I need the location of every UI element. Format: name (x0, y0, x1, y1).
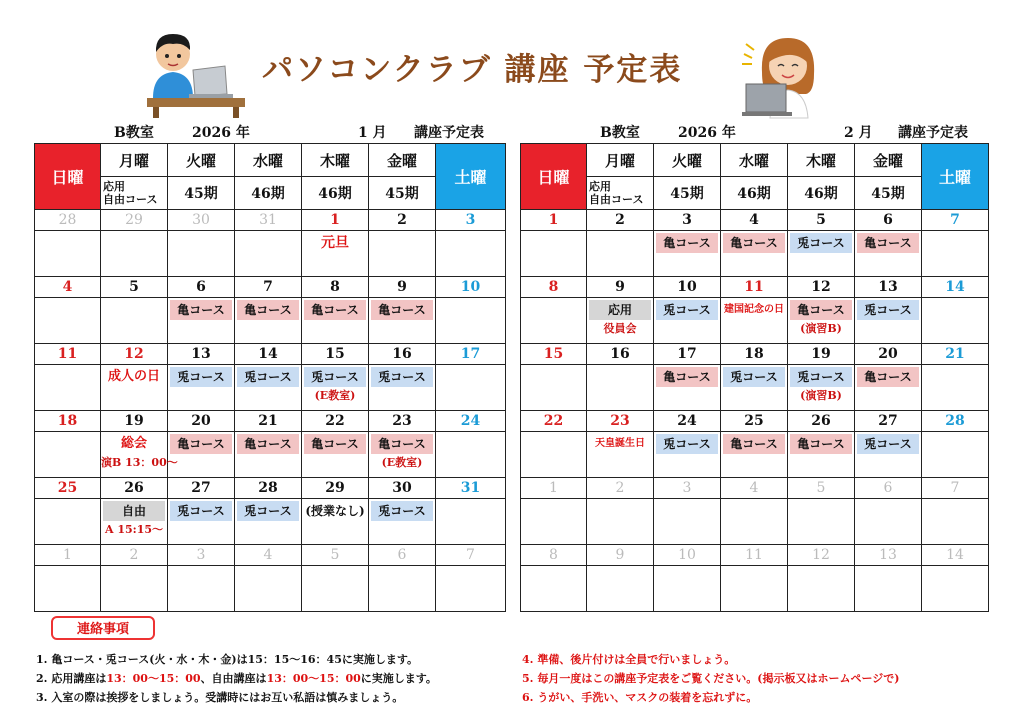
usagi-course-badge: 兎コース (170, 367, 232, 387)
february-date-number: 10 (654, 277, 721, 298)
january-date-number: 20 (168, 411, 235, 432)
january-day-cell[interactable] (235, 566, 302, 612)
usagi-course-badge: 兎コース (656, 434, 718, 454)
february-day-cell[interactable] (587, 365, 654, 411)
february-day-cell[interactable] (788, 365, 855, 411)
february-date-number: 8 (521, 277, 587, 298)
january-day-cell[interactable] (35, 499, 101, 545)
kame-course-badge: 亀コース (237, 434, 299, 454)
january-date-number: 2 (369, 210, 436, 231)
february-day-cell[interactable] (788, 432, 855, 478)
event-label: 総会 (120, 436, 147, 451)
january-weekday-header: 火曜 (168, 144, 235, 177)
january-day-cell[interactable] (101, 432, 178, 478)
january-day-cell[interactable] (369, 298, 436, 344)
note-6: 6. うがい、手洗い、マスクの装着を忘れずに。 (522, 691, 758, 704)
february-date-number: 10 (654, 545, 721, 566)
kame-course-badge: 亀コース (304, 434, 366, 454)
january-weekday-header: 月曜 (101, 144, 168, 177)
event-label: 成人の日 (107, 369, 160, 384)
february-date-number: 5 (788, 478, 855, 499)
january-class-info (101, 177, 168, 210)
january-class-info: 46期 (302, 177, 369, 210)
february-day-cell[interactable] (922, 566, 989, 612)
february-date-number: 14 (922, 277, 989, 298)
february-date-number: 9 (587, 545, 654, 566)
february-date-number: 3 (654, 210, 721, 231)
january-date-number: 28 (35, 210, 101, 231)
february-day-cell[interactable] (721, 231, 788, 277)
february-day-cell[interactable] (922, 365, 989, 411)
usagi-course-badge: 兎コース (371, 367, 433, 387)
january-room: B教室 (114, 125, 154, 141)
february-date-number: 24 (654, 411, 721, 432)
february-day-cell[interactable] (654, 298, 721, 344)
february-date-number: 19 (788, 344, 855, 365)
january-class-info: 46期 (235, 177, 302, 210)
february-date-number: 13 (855, 545, 922, 566)
january-date-number: 13 (168, 344, 235, 365)
february-day-cell[interactable] (922, 298, 989, 344)
page-title: パソコンクラブ 講座 予定表 (262, 52, 683, 88)
january-day-cell[interactable] (101, 499, 168, 545)
february-day-cell[interactable] (721, 432, 788, 478)
january-day-cell[interactable] (101, 365, 168, 411)
usagi-course-badge: 兎コース (304, 367, 366, 387)
january-day-cell[interactable] (235, 231, 302, 277)
kame-course-badge: 亀コース (371, 434, 433, 454)
january-day-cell[interactable] (302, 432, 369, 478)
usagi-course-badge: 兎コース (237, 501, 299, 521)
january-day-cell[interactable] (302, 566, 369, 612)
february-day-cell[interactable] (788, 499, 855, 545)
february-weekday-header: 火曜 (654, 144, 721, 177)
january-date-number: 5 (302, 545, 369, 566)
february-day-cell[interactable] (788, 231, 855, 277)
february-date-number: 27 (855, 411, 922, 432)
february-weekday-header: 月曜 (587, 144, 654, 177)
february-day-cell[interactable] (788, 298, 855, 344)
february-date-number: 2 (587, 478, 654, 499)
kame-course-badge: 亀コース (304, 300, 366, 320)
january-day-cell[interactable] (35, 298, 101, 344)
february-date-number: 20 (855, 344, 922, 365)
february-day-cell[interactable] (587, 432, 654, 478)
usagi-course-badge: 兎コース (371, 501, 433, 521)
february-day-cell[interactable] (654, 365, 721, 411)
february-day-cell[interactable] (855, 566, 922, 612)
february-day-cell[interactable] (855, 231, 922, 277)
kame-course-badge: 亀コース (723, 233, 785, 253)
january-date-number: 24 (436, 411, 506, 432)
january-class-info-line: 応用 (103, 180, 125, 193)
february-year: 2026 年 (678, 125, 736, 141)
february-date-number: 9 (587, 277, 654, 298)
january-day-cell[interactable] (101, 298, 168, 344)
event-note: (E教室) (314, 389, 356, 402)
january-day-cell[interactable] (302, 365, 369, 411)
january-class-info: 45期 (168, 177, 235, 210)
february-class-info (587, 177, 654, 210)
january-date-number: 1 (302, 210, 369, 231)
february-date-number: 12 (788, 545, 855, 566)
february-day-cell[interactable] (922, 432, 989, 478)
february-date-number: 11 (721, 277, 788, 298)
january-date-number: 1 (35, 545, 101, 566)
note-2-time-free: 13：00～15：00 (266, 672, 361, 685)
january-date-number: 31 (235, 210, 302, 231)
event-note: (演習B) (800, 322, 842, 335)
kame-course-badge: 亀コース (723, 434, 785, 454)
january-day-cell[interactable] (168, 566, 235, 612)
february-date-number: 28 (922, 411, 989, 432)
january-date-number: 27 (168, 478, 235, 499)
february-date-number: 25 (721, 411, 788, 432)
january-date-number: 9 (369, 277, 436, 298)
february-day-cell[interactable] (855, 499, 922, 545)
january-date-number: 26 (101, 478, 168, 499)
february-day-cell[interactable] (922, 231, 989, 277)
february-day-cell[interactable] (721, 298, 788, 344)
january-day-cell[interactable] (369, 499, 436, 545)
january-day-cell[interactable] (369, 365, 436, 411)
january-date-number: 18 (35, 411, 101, 432)
february-calendar (520, 143, 989, 612)
january-day-cell[interactable] (101, 566, 168, 612)
february-date-number: 11 (721, 545, 788, 566)
january-month: 1 月 (358, 125, 387, 141)
february-date-number: 21 (922, 344, 989, 365)
january-day-cell[interactable] (235, 298, 302, 344)
january-day-cell[interactable] (369, 231, 436, 277)
february-date-number: 1 (521, 478, 587, 499)
note-2-part-c: 、自由講座は (200, 672, 267, 685)
february-day-cell[interactable] (587, 298, 654, 344)
january-day-cell[interactable] (168, 499, 235, 545)
january-date-number: 17 (436, 344, 506, 365)
january-date-number: 15 (302, 344, 369, 365)
february-date-number: 4 (721, 210, 788, 231)
february-day-cell[interactable] (521, 298, 587, 344)
note-3: 3. 入室の際は挨拶をしましょう。受講時にはお互い私語は慎みましょう。 (36, 691, 404, 704)
january-day-cell[interactable] (168, 298, 235, 344)
february-date-number: 2 (587, 210, 654, 231)
january-date-number: 22 (302, 411, 369, 432)
february-day-cell[interactable] (922, 499, 989, 545)
february-date-number: 22 (521, 411, 587, 432)
january-date-number: 7 (436, 545, 506, 566)
february-day-cell[interactable] (587, 231, 654, 277)
february-day-cell[interactable] (855, 432, 922, 478)
kame-course-badge: 亀コース (237, 300, 299, 320)
february-weekday-header: 土曜 (922, 144, 989, 210)
usagi-course-badge: 兎コース (723, 367, 785, 387)
january-day-cell[interactable] (436, 499, 506, 545)
february-room: B教室 (600, 125, 640, 141)
note-5: 5. 毎月一度はこの講座予定表をご覧ください。(掲示板又はホームページで) (522, 672, 900, 685)
january-date-number: 5 (101, 277, 168, 298)
note-4: 4. 準備、後片付けは全員で行いましょう。 (522, 653, 736, 666)
february-class-info: 46期 (721, 177, 788, 210)
usagi-course-badge: 兎コース (857, 300, 919, 320)
january-date-number: 4 (35, 277, 101, 298)
january-day-cell[interactable] (436, 365, 506, 411)
february-date-number: 12 (788, 277, 855, 298)
note-2-time-applied: 13：00～15：00 (106, 672, 201, 685)
kame-course-badge: 亀コース (857, 367, 919, 387)
february-day-cell[interactable] (654, 499, 721, 545)
january-day-cell[interactable] (235, 365, 302, 411)
february-day-cell[interactable] (721, 566, 788, 612)
note-2-part-e: に実施します。 (360, 672, 437, 685)
january-class-info-line: 自由コース (103, 193, 158, 206)
january-day-cell[interactable] (436, 298, 506, 344)
notes-label-button: 連絡事項 (51, 616, 155, 640)
holiday-label: 元旦 (321, 235, 349, 251)
february-date-number: 6 (855, 478, 922, 499)
january-weekday-header: 水曜 (235, 144, 302, 177)
note-1: 1. 亀コース・兎コース(火・水・木・金)は15：15～16：45に実施します。 (36, 653, 418, 666)
january-day-cell[interactable] (35, 566, 101, 612)
note-2-part-a: 2. 応用講座は (36, 672, 107, 685)
usagi-course-badge: 兎コース (656, 300, 718, 320)
january-day-cell[interactable] (302, 499, 369, 545)
january-class-info: 45期 (369, 177, 436, 210)
february-day-cell[interactable] (721, 499, 788, 545)
january-date-number: 16 (369, 344, 436, 365)
january-date-number: 30 (168, 210, 235, 231)
kame-course-badge: 亀コース (371, 300, 433, 320)
february-day-cell[interactable] (654, 231, 721, 277)
january-label: 講座予定表 (414, 125, 484, 141)
february-date-number: 23 (587, 411, 654, 432)
january-day-cell[interactable] (35, 365, 101, 411)
usagi-course-badge: 兎コース (790, 233, 852, 253)
february-day-cell[interactable] (521, 365, 587, 411)
january-date-number: 28 (235, 478, 302, 499)
january-date-number: 3 (436, 210, 506, 231)
february-date-number: 6 (855, 210, 922, 231)
february-weekday-header: 日曜 (521, 144, 587, 210)
february-date-number: 26 (788, 411, 855, 432)
january-date-number: 19 (101, 411, 168, 432)
february-date-number: 17 (654, 344, 721, 365)
february-date-number: 1 (521, 210, 587, 231)
january-date-number: 12 (101, 344, 168, 365)
february-class-info-line: 応用 (589, 180, 611, 193)
january-date-number: 7 (235, 277, 302, 298)
january-date-number: 29 (302, 478, 369, 499)
usagi-course-badge: 兎コース (170, 501, 232, 521)
january-date-number: 29 (101, 210, 168, 231)
january-date-number: 6 (369, 545, 436, 566)
february-day-cell[interactable] (855, 365, 922, 411)
february-class-info: 46期 (788, 177, 855, 210)
february-class-info-line: 自由コース (589, 193, 644, 206)
january-day-cell[interactable] (168, 231, 235, 277)
january-day-cell[interactable] (101, 231, 168, 277)
january-date-number: 31 (436, 478, 506, 499)
february-weekday-header: 水曜 (721, 144, 788, 177)
february-header (520, 122, 988, 142)
event-note: 演B 13：00～ (101, 456, 178, 469)
january-weekday-header: 日曜 (35, 144, 101, 210)
february-day-cell[interactable] (855, 298, 922, 344)
course-label: 自由 (103, 501, 165, 521)
january-date-number: 2 (101, 545, 168, 566)
event-note: (演習B) (800, 389, 842, 402)
january-day-cell[interactable] (369, 566, 436, 612)
girl-with-laptop-illustration (740, 32, 832, 118)
january-day-cell[interactable] (168, 432, 235, 478)
february-month: 2 月 (844, 125, 873, 141)
february-day-cell[interactable] (521, 432, 587, 478)
january-weekday-header: 木曜 (302, 144, 369, 177)
usagi-course-badge: 兎コース (237, 367, 299, 387)
january-day-cell[interactable] (302, 298, 369, 344)
event-note: A 15:15～ (104, 523, 164, 536)
holiday-label: 建国記念の日 (724, 304, 784, 315)
kame-course-badge: 亀コース (656, 233, 718, 253)
february-day-cell[interactable] (721, 365, 788, 411)
january-weekday-header: 金曜 (369, 144, 436, 177)
january-year: 2026 年 (192, 125, 250, 141)
february-date-number: 4 (721, 478, 788, 499)
february-date-number: 7 (922, 210, 989, 231)
no-class-label: (授業なし) (305, 504, 365, 518)
kame-course-badge: 亀コース (170, 434, 232, 454)
january-date-number: 23 (369, 411, 436, 432)
february-date-number: 8 (521, 545, 587, 566)
kame-course-badge: 亀コース (857, 233, 919, 253)
february-date-number: 3 (654, 478, 721, 499)
february-date-number: 18 (721, 344, 788, 365)
february-day-cell[interactable] (587, 566, 654, 612)
january-day-cell[interactable] (302, 231, 369, 277)
january-date-number: 30 (369, 478, 436, 499)
february-day-cell[interactable] (788, 566, 855, 612)
january-date-number: 3 (168, 545, 235, 566)
february-day-cell[interactable] (521, 231, 587, 277)
february-weekday-header: 木曜 (788, 144, 855, 177)
january-header (34, 122, 505, 142)
january-day-cell[interactable] (436, 566, 506, 612)
february-label: 講座予定表 (898, 125, 968, 141)
january-weekday-header: 土曜 (436, 144, 506, 210)
february-date-number: 16 (587, 344, 654, 365)
january-day-cell[interactable] (35, 231, 101, 277)
february-date-number: 5 (788, 210, 855, 231)
note-2 (36, 670, 437, 686)
january-day-cell[interactable] (35, 432, 101, 478)
january-date-number: 6 (168, 277, 235, 298)
january-day-cell[interactable] (168, 365, 235, 411)
february-class-info: 45期 (855, 177, 922, 210)
boy-with-laptop-illustration (143, 26, 247, 118)
january-date-number: 4 (235, 545, 302, 566)
january-day-cell[interactable] (369, 432, 436, 478)
january-day-cell[interactable] (436, 231, 506, 277)
kame-course-badge: 亀コース (790, 300, 852, 320)
february-date-number: 13 (855, 277, 922, 298)
usagi-course-badge: 兎コース (857, 434, 919, 454)
usagi-course-badge: 兎コース (790, 367, 852, 387)
kame-course-badge: 亀コース (790, 434, 852, 454)
february-day-cell[interactable] (521, 499, 587, 545)
february-date-number: 7 (922, 478, 989, 499)
february-day-cell[interactable] (521, 566, 587, 612)
february-date-number: 14 (922, 545, 989, 566)
february-weekday-header: 金曜 (855, 144, 922, 177)
january-date-number: 25 (35, 478, 101, 499)
february-date-number: 15 (521, 344, 587, 365)
january-date-number: 21 (235, 411, 302, 432)
january-day-cell[interactable] (436, 432, 506, 478)
event-note: (E教室) (381, 456, 423, 469)
january-day-cell[interactable] (235, 432, 302, 478)
course-label: 応用 (589, 300, 651, 320)
january-day-cell[interactable] (235, 499, 302, 545)
january-calendar (34, 143, 506, 612)
kame-course-badge: 亀コース (656, 367, 718, 387)
kame-course-badge: 亀コース (170, 300, 232, 320)
january-date-number: 8 (302, 277, 369, 298)
february-day-cell[interactable] (654, 566, 721, 612)
february-class-info: 45期 (654, 177, 721, 210)
february-day-cell[interactable] (587, 499, 654, 545)
february-day-cell[interactable] (654, 432, 721, 478)
january-date-number: 14 (235, 344, 302, 365)
january-date-number: 10 (436, 277, 506, 298)
january-date-number: 11 (35, 344, 101, 365)
event-note: 役員会 (603, 322, 637, 335)
holiday-label: 天皇誕生日 (595, 438, 645, 449)
